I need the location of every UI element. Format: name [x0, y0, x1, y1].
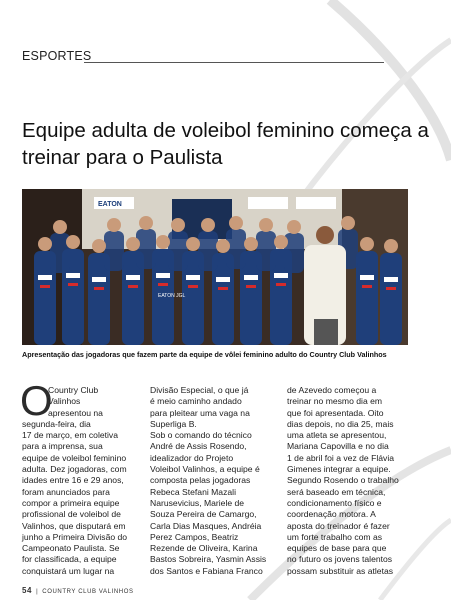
sponsor-logo-text: EATON: [98, 201, 122, 208]
article-column-2: [150, 385, 270, 577]
text-line: junho a Primeira Divisão do: [22, 531, 128, 542]
footer-separator: |: [36, 589, 39, 595]
text-line: equipe de voleibol feminino: [22, 452, 127, 463]
text-line: apresentou na: [48, 407, 103, 418]
text-line: Sob o comando do técnico: [150, 430, 252, 441]
text-line: condicionamento físico e: [287, 497, 382, 508]
text-line: é meio caminho andado: [150, 396, 242, 407]
text-line: uma atleta se apresentou,: [287, 430, 387, 441]
publication-name: COUNTRY CLUB VALINHOS: [42, 589, 134, 595]
text-line: idades entre 16 e 29 anos,: [22, 475, 124, 486]
text-line: aposta do treinador é fazer: [287, 520, 390, 531]
text-line: equipes de base para que: [287, 543, 387, 554]
text-line: Country Club: [48, 385, 99, 395]
text-line: conquistará um lugar na: [22, 565, 115, 576]
text-line: para pleitear uma vaga na: [150, 407, 250, 418]
jersey-sponsor-text: EATON JGL: [158, 293, 186, 299]
text-line: Segundo Rosendo o trabalho: [287, 475, 399, 486]
text-line: adulta. Dez jogadoras, com: [22, 464, 127, 475]
text-line: Rebeca Stefani Mazali: [150, 486, 236, 497]
dropcap: O: [20, 377, 53, 424]
text-line: coordenação motora. A: [287, 509, 376, 520]
team-photo: [22, 189, 408, 345]
text-line: um forte trabalho com as: [287, 531, 383, 542]
text-line: Valinhos: [48, 396, 81, 407]
article-headline: Equipe adulta de voleibol feminino começa a treinar para o Paulista: [22, 119, 429, 169]
text-line: compor a primeira equipe: [22, 497, 120, 508]
text-line: dias depois, no dia 25, mais: [287, 418, 394, 429]
article-column-1: [20, 377, 134, 577]
text-line: no futuro os jovens talentos: [287, 554, 393, 565]
text-line: Gimenes integrar a equipe.: [287, 464, 391, 475]
section-divider: [84, 62, 384, 63]
text-line: Campeonato Paulista. Se: [22, 543, 120, 554]
text-line: Divisão Especial, o que já: [150, 385, 249, 395]
text-line: composta pelas jogadoras: [150, 475, 251, 486]
page-number: 54: [22, 586, 33, 595]
text-line: dos Santos e Fabiana Franco: [150, 565, 263, 576]
page-footer: [22, 586, 134, 595]
text-line: Voleibol Valinhos, a equipe é: [150, 464, 260, 475]
text-line: Narusevicius, Mariele de: [150, 497, 245, 508]
text-line: 1 de abril foi a vez de Flávia: [287, 452, 395, 463]
text-line: foram anunciados para: [22, 486, 110, 497]
text-line: Valinhos, que disputará em: [22, 520, 126, 531]
text-line: Souza Pereira de Camargo,: [150, 509, 257, 520]
photo-caption: Apresentação das jogadoras que fazem parte da equipe de vôlei feminino adulto do Country Club Valinhos: [22, 350, 387, 359]
text-line: Carla Dias Masques, Andréia: [150, 520, 262, 531]
text-line: Bastos Sobreira, Yasmin Assis: [150, 554, 267, 565]
text-line: 17 de março, em coletiva: [22, 430, 119, 441]
text-line: treinar no mesmo dia em: [287, 396, 383, 407]
text-line: Superliga B.: [150, 418, 197, 429]
text-line: for classificada, a equipe: [22, 554, 117, 565]
text-line: idealizador do Projeto: [150, 452, 234, 463]
text-line: possam substituir as atletas: [287, 565, 394, 576]
article-column-3: [287, 385, 407, 577]
text-line: que foi apresentada. Oito: [287, 407, 384, 418]
section-label: ESPORTES: [22, 49, 92, 63]
text-line: para a imprensa, sua: [22, 441, 103, 452]
text-line: André de Assis Rosendo,: [150, 441, 247, 452]
text-line: será baseado em técnica,: [287, 486, 386, 497]
text-line: Mariana Capovilla e no dia: [287, 441, 389, 452]
text-line: Perez Campos, Beatriz: [150, 531, 239, 542]
text-line: segunda-feira, dia: [22, 418, 91, 429]
text-line: profissional de voleibol de: [22, 509, 121, 520]
text-line: Rezende de Oliveira, Karina: [150, 543, 258, 554]
text-line: de Azevedo começou a: [287, 385, 377, 395]
